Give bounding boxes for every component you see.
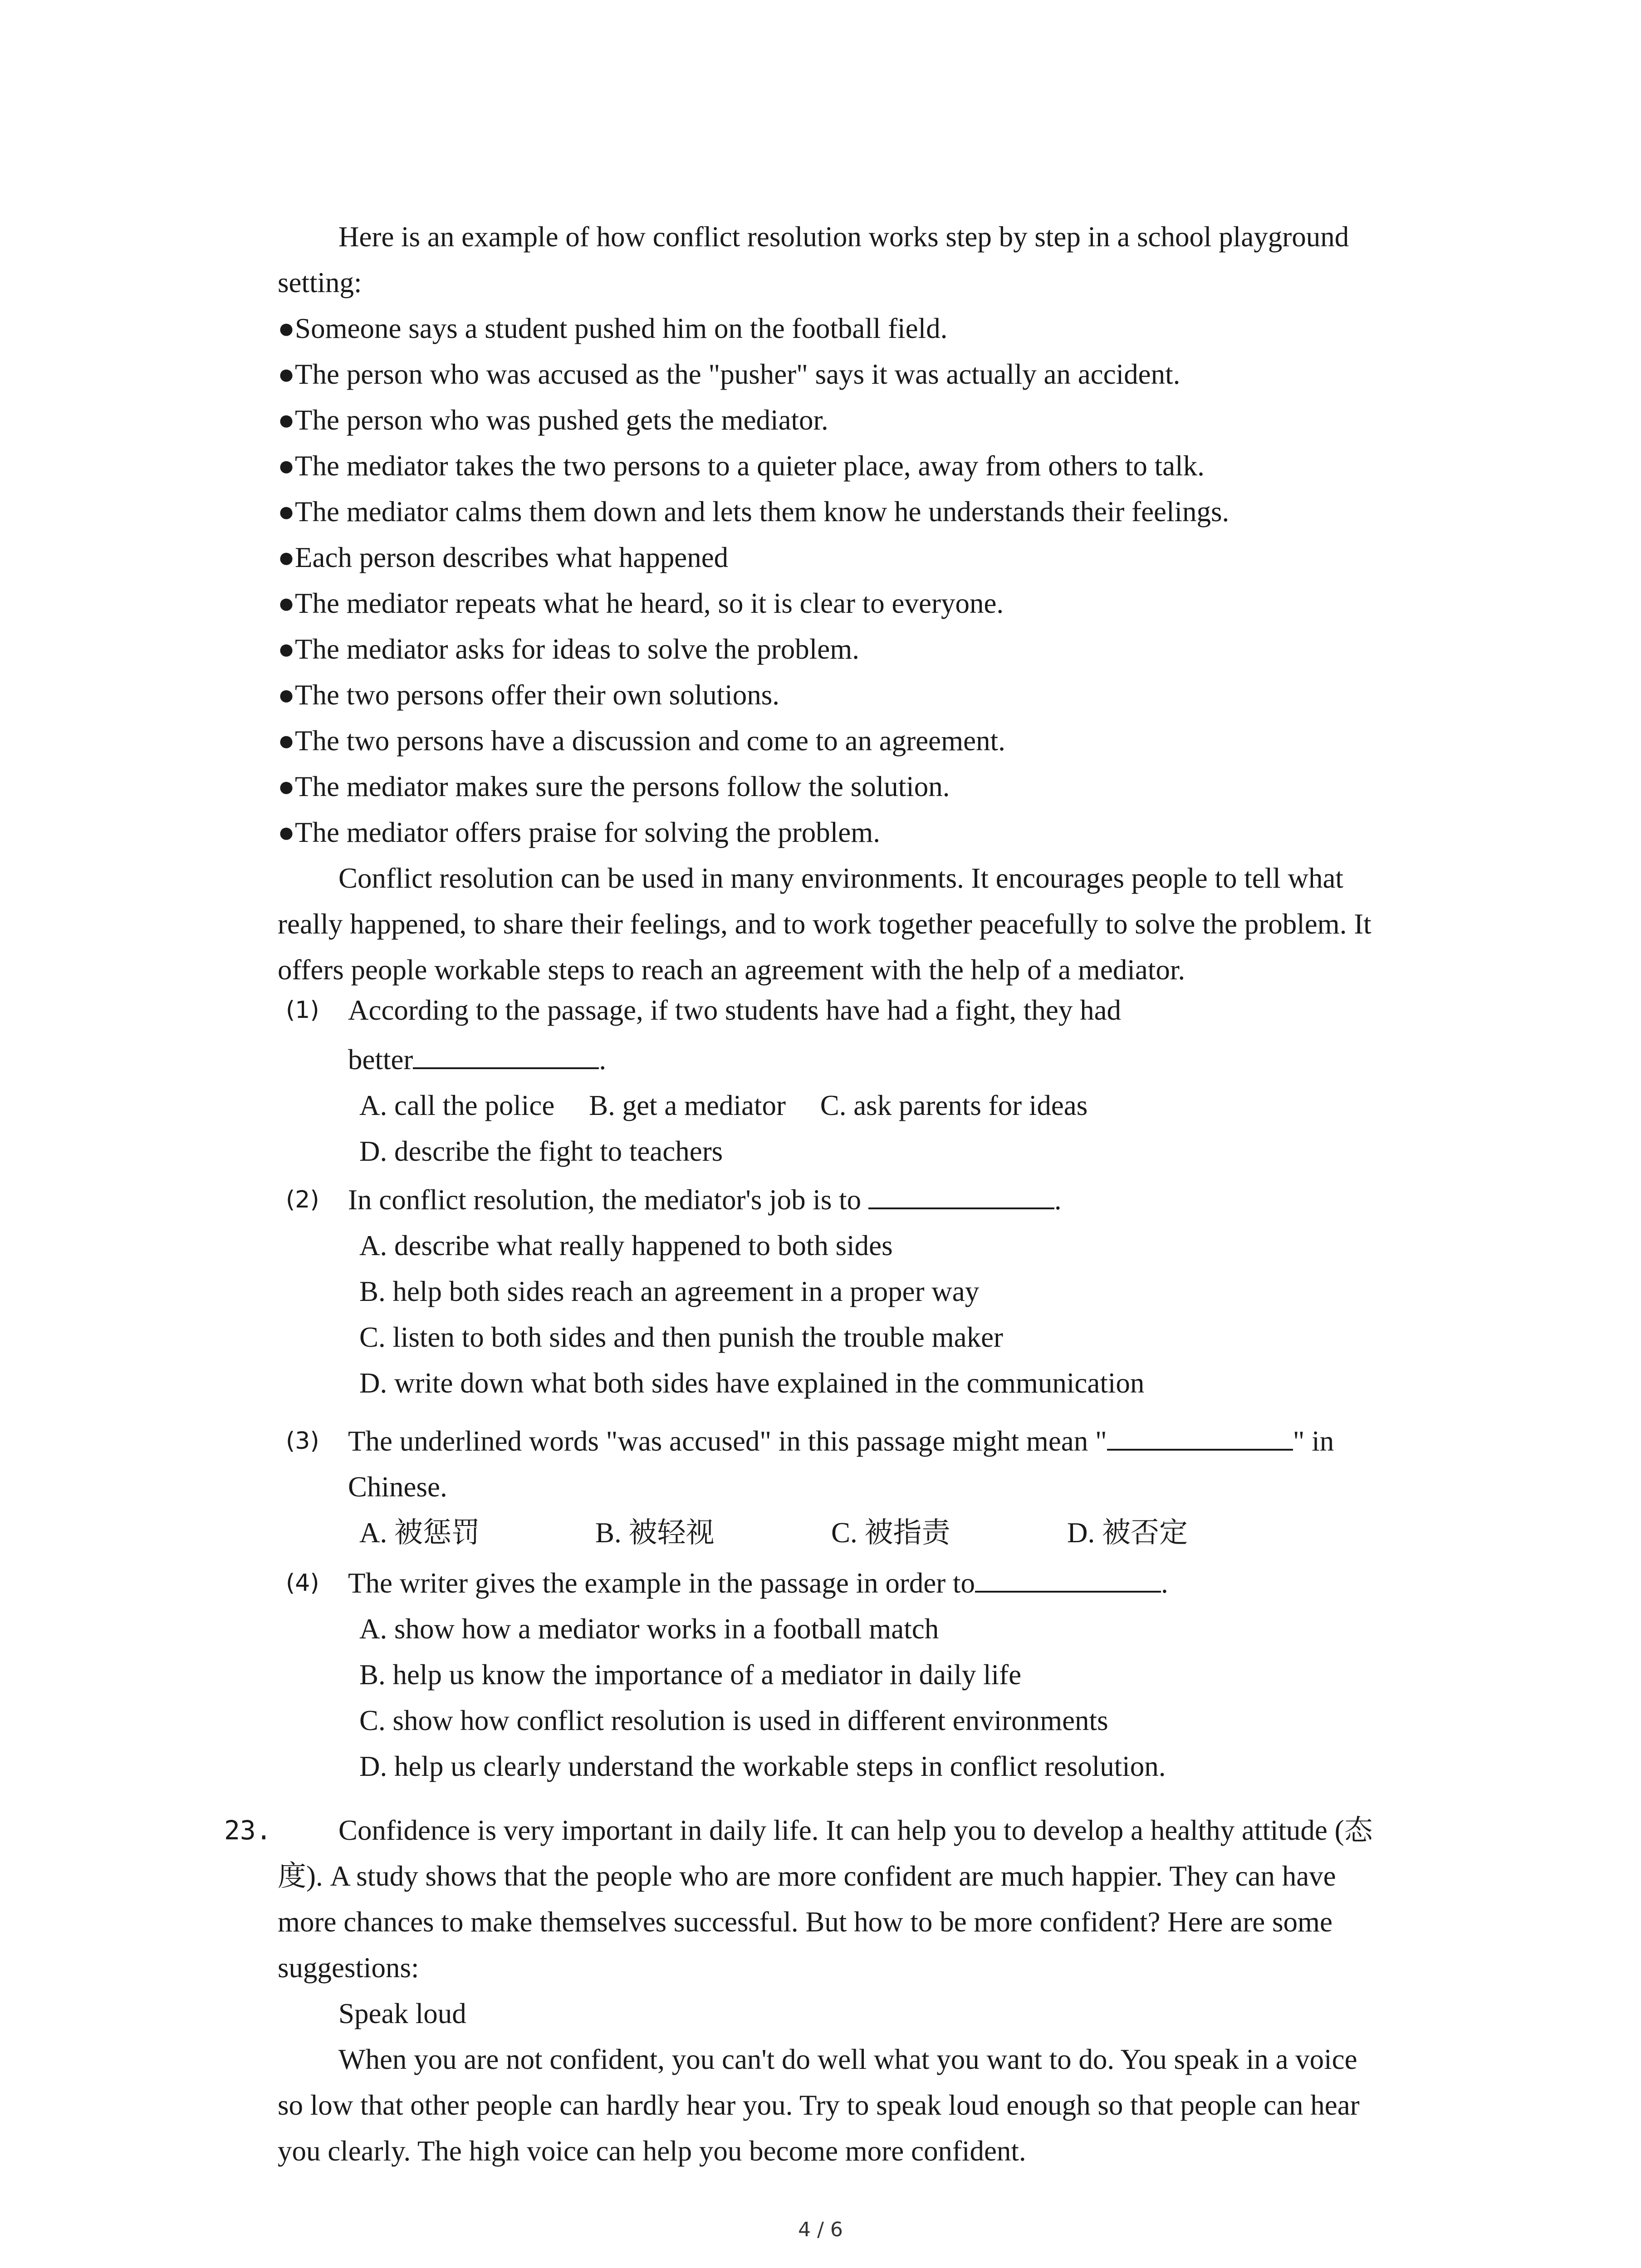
question-stem xyxy=(348,1177,1464,1223)
question-stem: According to the passage, if two students have had a fight, they had xyxy=(348,994,1122,1026)
step-item: ●Someone says a student pushed him on the football field. xyxy=(278,313,948,344)
option-d: D. help us clearly understand the workable steps in conflict resolution. xyxy=(359,1750,1166,1782)
option-b: B. get a mediator xyxy=(589,1090,786,1121)
option-a: A. call the police xyxy=(359,1090,555,1121)
stem-text: better xyxy=(348,1044,413,1075)
passage-line: you clearly. The high voice can help you become more confident. xyxy=(278,2135,1026,2167)
question-stem xyxy=(348,1560,1464,1606)
question-stem-line2: Chinese. xyxy=(348,1471,447,1503)
step-item: ●The person who was accused as the "pusher" says it was actually an accident. xyxy=(278,358,1181,390)
option-b: B. help us know the importance of a mediator in daily life xyxy=(359,1659,1022,1691)
question-number: (2) xyxy=(286,1186,319,1213)
page-number: 4 / 6 xyxy=(798,2218,843,2241)
step-item: ●The person who was pushed gets the mediator. xyxy=(278,404,828,436)
question-number: (3) xyxy=(286,1427,319,1455)
step-item: ●The mediator asks for ideas to solve the problem. xyxy=(278,633,859,665)
passage-line: suggestions: xyxy=(278,1952,419,1984)
stem-text: . xyxy=(1054,1184,1062,1216)
option-a: A. show how a mediator works in a football match xyxy=(359,1613,939,1645)
answer-blank xyxy=(413,1040,599,1069)
step-item: ●The mediator repeats what he heard, so it is clear to everyone. xyxy=(278,587,1004,619)
question-23-number: 23. xyxy=(224,1815,272,1846)
step-item: ●Each person describes what happened xyxy=(278,542,729,573)
option-a: A. describe what really happened to both sides xyxy=(359,1230,893,1261)
stem-text: The writer gives the example in the passage in order to xyxy=(348,1567,975,1599)
option-d: D. describe the fight to teachers xyxy=(359,1135,723,1167)
section-heading: Speak loud xyxy=(338,1998,466,2029)
passage-line: Confidence is very important in daily life. It can help you to develop a healthy attitude (态 xyxy=(338,1814,1373,1846)
option-a: A. 被惩罚 xyxy=(359,1517,480,1549)
option-b: B. help both sides reach an agreement in a proper way xyxy=(359,1276,980,1307)
option-row xyxy=(348,1510,1464,1556)
closing-line: offers people workable steps to reach an agreement with the help of a mediator. xyxy=(278,954,1185,986)
intro-passage xyxy=(278,214,1466,993)
intro-lead-line: setting: xyxy=(278,267,362,298)
answer-blank xyxy=(1107,1422,1293,1451)
passage-line: more chances to make themselves successful. But how to be more confident? Here are some xyxy=(278,1906,1332,1938)
answer-blank xyxy=(868,1180,1054,1209)
option-row xyxy=(348,1083,1464,1129)
step-item: ●The mediator calms them down and lets them know he understands their feelings. xyxy=(278,496,1230,528)
question-stem-line2 xyxy=(348,1037,1464,1083)
stem-text: " in xyxy=(1293,1425,1334,1457)
passage-line: so low that other people can hardly hear you. Try to speak loud enough so that people can hear xyxy=(278,2089,1360,2121)
option-d: D. 被否定 xyxy=(1067,1517,1188,1549)
answer-blank xyxy=(975,1564,1161,1593)
question-number: (4) xyxy=(286,1569,319,1597)
question-stem xyxy=(348,1418,1464,1464)
question-number: (1) xyxy=(286,997,319,1024)
closing-line: Conflict resolution can be used in many environments. It encourages people to tell what xyxy=(338,862,1343,894)
closing-line: really happened, to share their feelings, and to work together peacefully to solve the problem. It xyxy=(278,908,1372,940)
stem-text: . xyxy=(1161,1567,1168,1599)
passage-line: When you are not confident, you can't do well what you want to do. You speak in a voice xyxy=(338,2043,1357,2075)
stem-text: . xyxy=(599,1044,607,1075)
step-item: ●The mediator offers praise for solving the problem. xyxy=(278,816,881,848)
option-c: C. listen to both sides and then punish the trouble maker xyxy=(359,1321,1004,1353)
option-c: C. 被指责 xyxy=(831,1517,950,1549)
step-item: ●The mediator makes sure the persons follow the solution. xyxy=(278,771,950,802)
step-item: ●The mediator takes the two persons to a quieter place, away from others to talk. xyxy=(278,450,1205,482)
option-c: C. ask parents for ideas xyxy=(820,1090,1088,1121)
option-c: C. show how conflict resolution is used in different environments xyxy=(359,1705,1108,1736)
stem-text: In conflict resolution, the mediator's job is to xyxy=(348,1184,868,1216)
question-23-passage xyxy=(278,1808,1466,2174)
option-b: B. 被轻视 xyxy=(595,1517,715,1549)
step-item: ●The two persons have a discussion and come to an agreement. xyxy=(278,725,1005,757)
intro-lead-line: Here is an example of how conflict resolution works step by step in a school playground xyxy=(338,221,1349,253)
stem-text: The underlined words "was accused" in this passage might mean " xyxy=(348,1425,1107,1457)
passage-line: 度). A study shows that the people who are more confident are much happier. They can have xyxy=(278,1860,1336,1892)
step-item: ●The two persons offer their own solutions. xyxy=(278,679,779,711)
option-d: D. write down what both sides have explained in the communication xyxy=(359,1367,1145,1399)
